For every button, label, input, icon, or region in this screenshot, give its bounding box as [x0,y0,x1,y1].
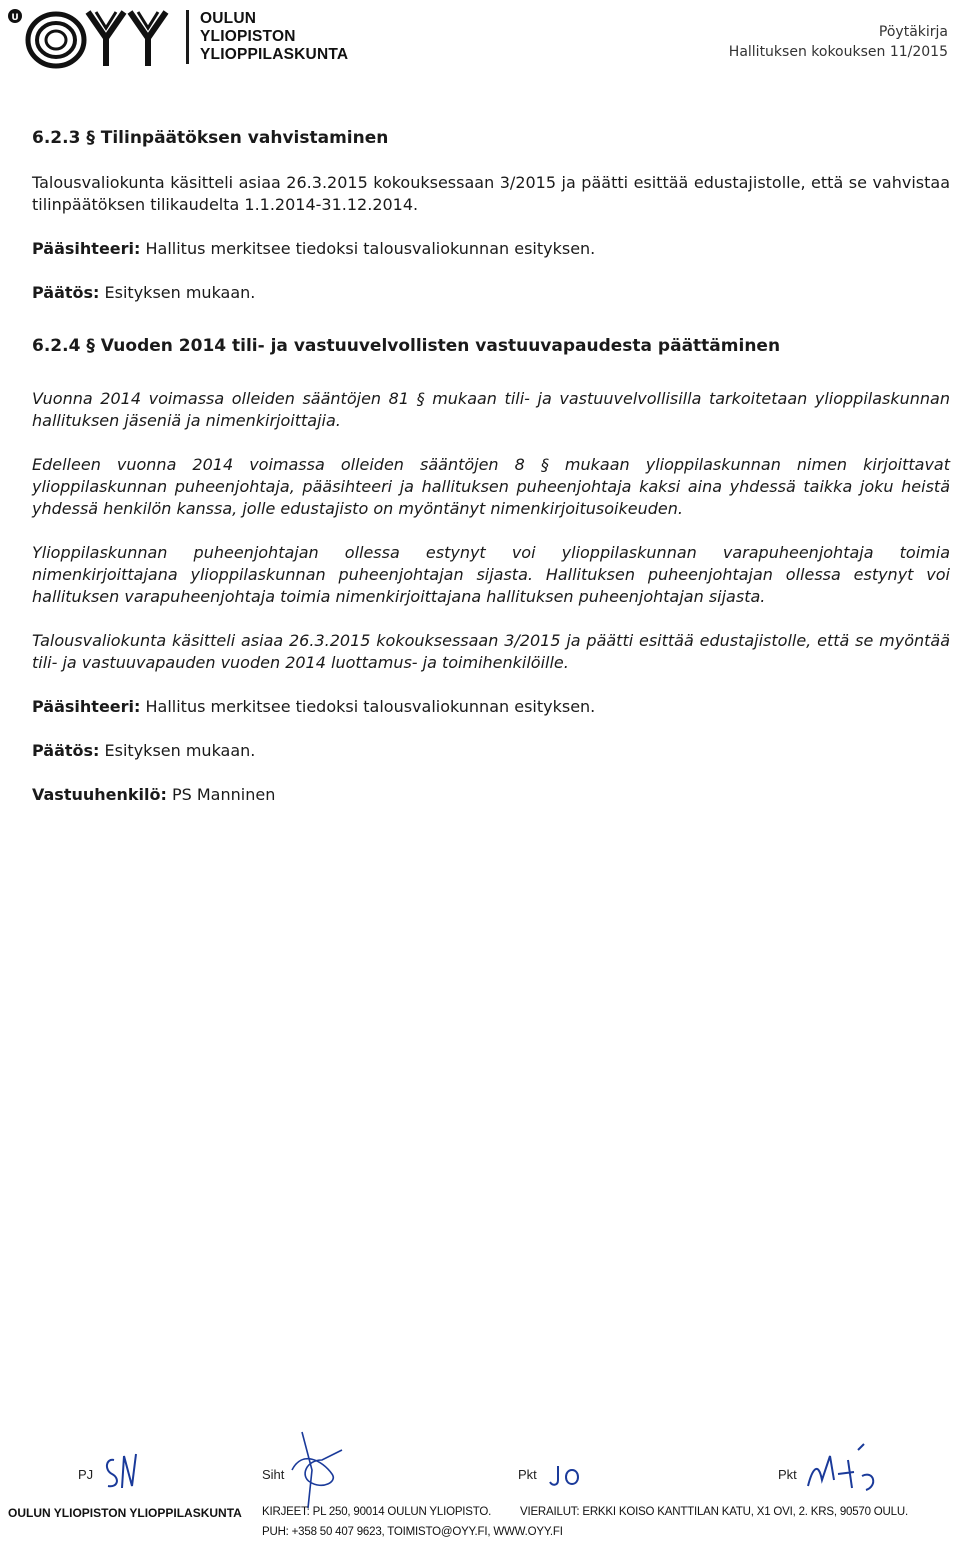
section-624-title: 6.2.4 § Vuoden 2014 tili- ja vastuuvelvollisten vastuuvapaudesta päättäminen [32,336,781,356]
secretary-label: Pääsihteeri: [32,697,141,716]
signature-pkt-2 [778,1430,898,1500]
signature-pkt-1-mark [518,1430,608,1500]
signature-pj-label: PJ [78,1467,94,1482]
footer-address: KIRJEET: PL 250, 90014 OULUN YLIOPISTO. [262,1506,492,1518]
section-624-paragraph-3: Ylioppilaskunnan puheenjohtajan ollessa estynyt voi ylioppilaskunnan varapuheenjohtaja toimia nimenkirjoittajana ylioppilaskunnan puheenjohtajan sijasta. Hallituksen puheenjohtajan ollessa estynyt voi hallituksen varapuheenjohtaja toimia nimenkirjoittajana hallituksen puheenjohtajan sijasta. [32,543,950,606]
signature-pkt-1-label: Pkt [518,1467,537,1482]
document-body [32,126,950,806]
logo-line-3: YLIOPPILASKUNTA [200,46,349,63]
footer-visiting: VIERAILUT: ERKKI KOISO KANTTILAN KATU, X1 OVI, 2. KRS, 90570 OULU. [520,1506,908,1518]
decision-label: Päätös: [32,741,100,760]
section-624-paragraph-1: Vuonna 2014 voimassa olleiden sääntöjen 81 § mukaan tili- ja vastuuvelvollisilla tarkoitetaan ylioppilaskunnan hallituksen jäseniä ja nimenkirjoittajia. [32,389,950,430]
doc-meeting: Hallituksen kokouksen 11/2015 [728,44,948,60]
signature-siht [262,1430,372,1500]
doc-type: Pöytäkirja [878,24,948,40]
section-623-title: 6.2.3 § Tilinpäätöksen vahvistaminen [32,128,389,148]
section-623-paragraph: Talousvaliokunta käsitteli asiaa 26.3.2015 kokouksessaan 3/2015 ja päätti esittää edustajistolle, että se vahvistaa tilinpäätöksen tilikaudelta 1.1.2014-31.12.2014. [32,173,950,214]
logo-divider [186,10,189,64]
responsible-label: Vastuuhenkilö: [32,785,167,804]
logo-line-2: YLIOPISTON [200,28,296,45]
signature-pkt-2-label: Pkt [778,1467,797,1482]
section-624-decision [32,740,950,762]
section-624-responsible [32,784,950,806]
signature-siht-mark [262,1430,372,1510]
secretary-label: Pääsihteeri: [32,239,141,258]
footer-org: OULUN YLIOPISTON YLIOPPILASKUNTA [8,1506,242,1520]
footer-contact: PUH: +358 50 407 9623, TOIMISTO@OYY.FI, WWW.OYY.FI [262,1526,563,1538]
signature-siht-label: Siht [262,1467,285,1482]
section-623-decision [32,282,950,304]
signature-pkt-2-mark [778,1430,898,1500]
decision-text: Esityksen mukaan. [99,283,256,302]
oyy-logo [6,4,186,70]
section-624-paragraph-2: Edelleen vuonna 2014 voimassa olleiden sääntöjen 8 § mukaan ylioppilaskunnan nimen kirjoittavat ylioppilaskunnan puheenjohtaja, pääsihteeri ja hallituksen puheenjohtaja kaksi aina yhdessä taikka joku heistä yhdessä henkilön kanssa, jolle edustajisto on myöntänyt nimenkirjoitusoikeuden. [32,455,950,518]
section-623-secretary [32,238,950,260]
secretary-text: Hallitus merkitsee tiedoksi talousvaliokunnan esityksen. [140,697,596,716]
signature-pj [78,1430,168,1500]
logo-org-name [200,10,348,64]
section-624-paragraph-4: Talousvaliokunta käsitteli asiaa 26.3.2015 kokouksessaan 3/2015 ja päätti esittää edustajistolle, että se myöntää tili- ja vastuuvapauden vuoden 2014 luottamus- ja toimihenkilöille. [32,631,950,672]
decision-text: Esityksen mukaan. [99,741,256,760]
oyy-logo-mark [6,4,186,70]
secretary-text: Hallitus merkitsee tiedoksi talousvaliokunnan esityksen. [140,239,596,258]
svg-text:U: U [11,13,19,23]
logo-line-1: OULUN [200,10,257,27]
signature-pj-mark [78,1430,168,1500]
responsible-text: PS Manninen [166,785,276,804]
signature-pkt-1 [518,1430,608,1500]
section-624-secretary [32,696,950,718]
decision-label: Päätös: [32,283,100,302]
document-meta [729,22,948,62]
